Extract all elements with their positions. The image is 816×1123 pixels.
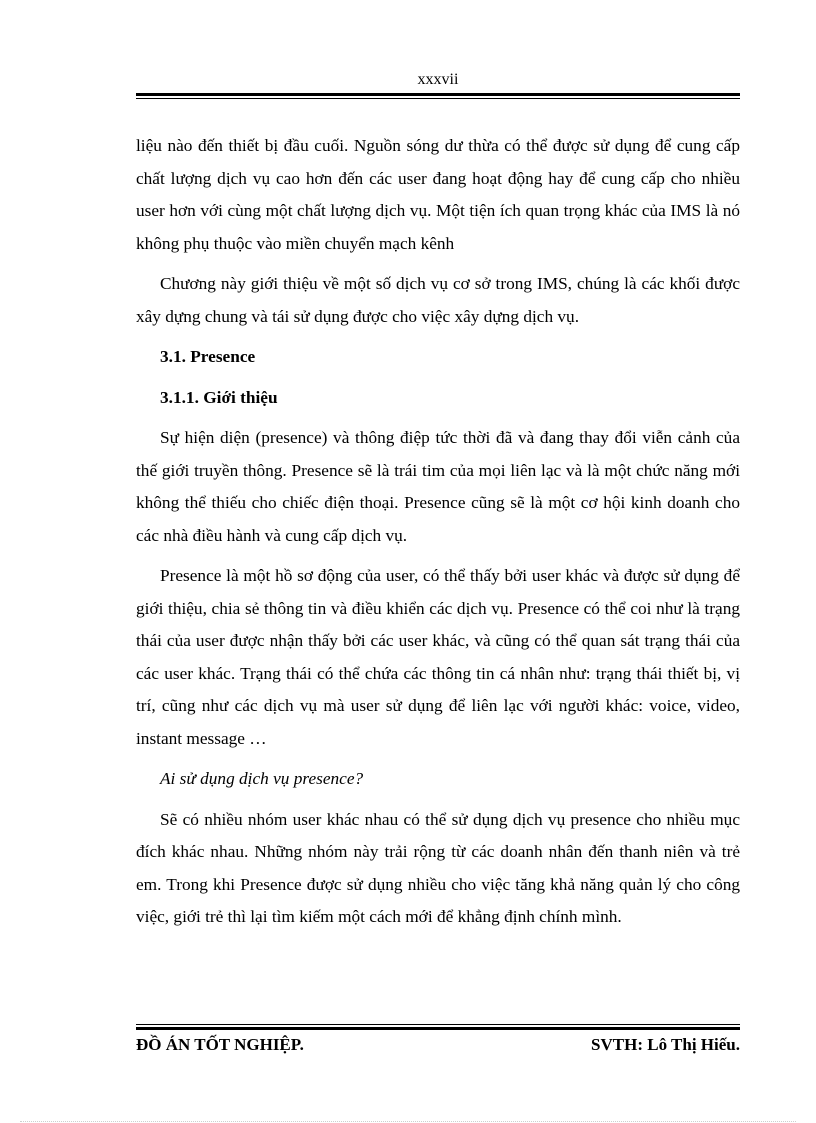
header-rule-thin (136, 98, 740, 99)
page-number: xxxvii (417, 71, 459, 88)
section-heading: 3.1. Presence (160, 347, 256, 366)
footer-author: SVTH: Lô Thị Hiếu. (591, 1035, 740, 1054)
paragraph-intro: Chương này giới thiệu về một số dịch vụ cơ sở trong IMS, chúng là các khối được xây dựng chung và tái sử dụng được cho việc xây dựng dịch vụ. (136, 274, 740, 326)
header-rule-thick (136, 93, 740, 96)
footer-title: ĐỒ ÁN TỐT NGHIỆP. (136, 1035, 304, 1054)
footer-rule-thin (136, 1024, 740, 1025)
paragraph-continuation: liệu nào đến thiết bị đầu cuối. Nguồn sóng dư thừa có thể được sử dụng để cung cấp chất lượng dịch vụ cao hơn đến các user đang hoạt động hay để cung cấp cho nhiều user hơn với cùng một chất lượng dịch vụ. Một tiện ích quan trọng khác của IMS là nó không phụ thuộc vào miền chuyển mạch kênh (136, 136, 740, 253)
page-footer (136, 1034, 740, 1056)
paragraph-presence-intro: Sự hiện diện (presence) và thông điệp tức thời đã và đang thay đổi viễn cảnh của thế giới truyền thông. Presence sẽ là trái tim của mọi liên lạc và là một chức năng mới không thể thiếu cho chiếc điện thoại. Presence cũng sẽ là một cơ hội kinh doanh cho các nhà điều hành và cung cấp dịch vụ. (136, 428, 740, 545)
paragraph-users: Sẽ có nhiều nhóm user khác nhau có thể sử dụng dịch vụ presence cho nhiều mục đích khác nhau. Những nhóm này trải rộng từ các doanh nhân đến thanh niên và trẻ em. Trong khi Presence được sử dụng nhiều cho việc tăng khả năng quản lý cho công việc, giới trẻ thì lại tìm kiếm một cách mới để khẳng định chính mình. (136, 809, 740, 926)
footer-rule-thick (136, 1027, 740, 1030)
subsection-heading: 3.1.1. Giới thiệu (160, 387, 278, 407)
page-bottom-divider (20, 1121, 796, 1122)
question-heading: Ai sử dụng dịch vụ presence? (160, 769, 364, 788)
paragraph-presence-definition: Presence là một hồ sơ động của user, có thể thấy bởi user khác và được sử dụng để giới thiệu, chia sẻ thông tin và điều khiển các dịch vụ. Presence có thể coi như là trạng thái của user được nhận thấy bởi các user khác, và cũng có thể quan sát trạng thái của các user khác. Trạng thái có thể chứa các thông tin cá nhân như: trạng thái thiết bị, vị trí, cũng như các dịch vụ mà user sử dụng để liên lạc với người khác: voice, video, instant message … (136, 566, 740, 748)
page-body (136, 130, 740, 942)
